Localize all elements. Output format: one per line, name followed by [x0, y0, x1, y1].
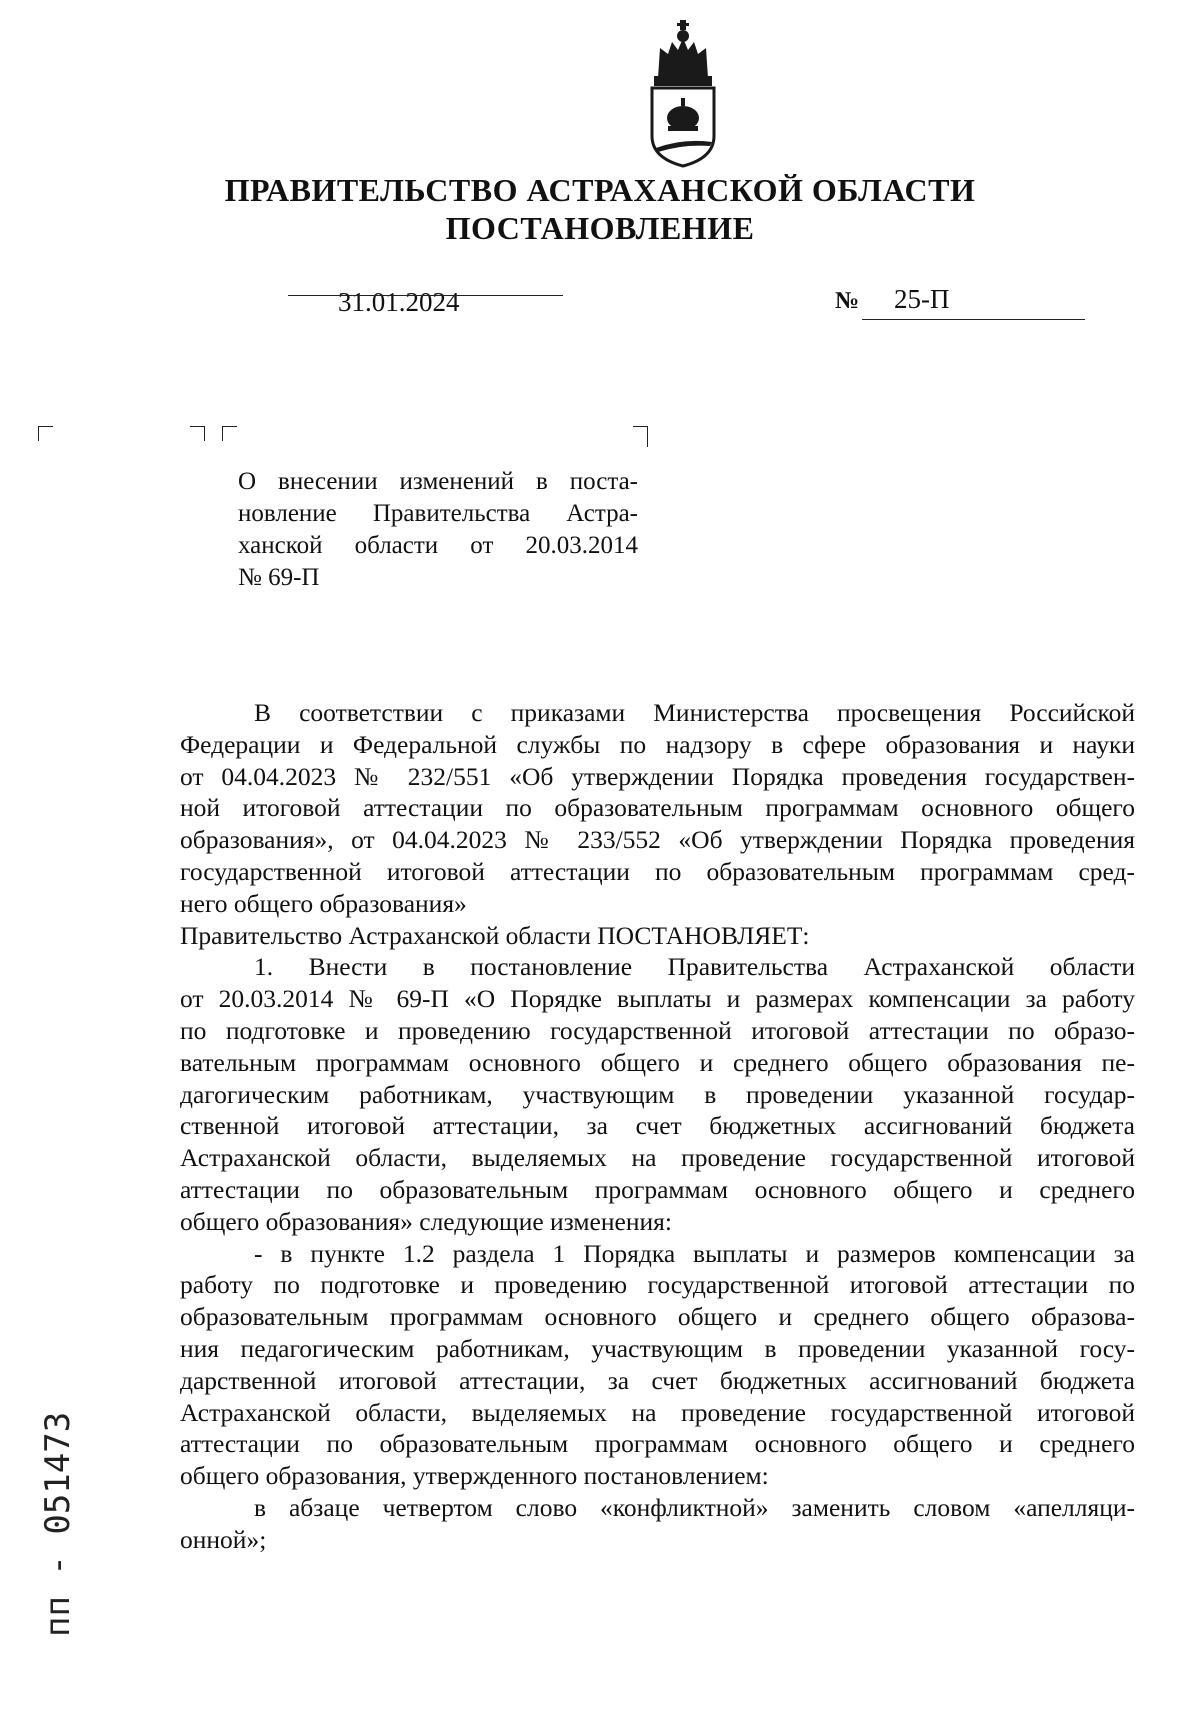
document-body	[180, 697, 1135, 1556]
corner-bracket-right	[190, 426, 205, 441]
body-line: аттестации по образовательным программам основного общего и среднего	[180, 1429, 1135, 1459]
document-number: 25-П	[894, 284, 950, 314]
body-line: общего образования» следующие изменения:	[180, 1206, 672, 1236]
body-line: Правительство Астраханской области ПОСТАНОВЛЯЕТ:	[180, 920, 810, 950]
government-title: ПРАВИТЕЛЬСТВО АСТРАХАНСКОЙ ОБЛАСТИ	[224, 172, 976, 208]
number-sign: №	[835, 288, 860, 314]
document-date: 31.01.2024	[338, 287, 460, 317]
corner-bracket-left	[222, 426, 237, 441]
subject-line: ханской области от 20.03.2014	[238, 532, 638, 559]
body-line: работу по подготовке и проведению государственной итоговой аттестации по	[180, 1270, 1135, 1300]
body-line: Астраханской области, выделяемых на проведение государственной итоговой	[180, 1397, 1135, 1427]
body-line: государственной итоговой аттестации по образовательным программам сред-	[180, 856, 1135, 886]
corner-bracket-left	[38, 426, 53, 441]
body-line: образовательным программам основного общего и среднего общего образова-	[180, 1302, 1135, 1332]
body-line: Астраханской области, выделяемых на проведение государственной итоговой	[180, 1143, 1135, 1173]
date-underline	[288, 295, 563, 296]
body-line: образования», от 04.04.2023 № 233/552 «Об утверждении Порядка проведения	[180, 825, 1135, 855]
body-line: от 04.04.2023 № 232/551 «Об утверждении Порядка проведения государствен-	[180, 761, 1135, 791]
body-line: ния педагогическим работникам, участвующим в проведении указанной госу-	[180, 1333, 1135, 1363]
subject-line: № 69-П	[238, 564, 320, 591]
body-line: него общего образования»	[180, 888, 467, 918]
document-subject	[238, 466, 638, 594]
document-date-field	[288, 287, 563, 317]
body-line: аттестации по образовательным программам основного общего и среднего	[180, 1174, 1135, 1204]
body-line: от 20.03.2014 № 69-П «О Порядке выплаты и размерах компенсации за работу	[180, 984, 1135, 1014]
body-line: 1. Внести в постановление Правительства Астраханской области	[254, 952, 1135, 982]
body-line: дагогическим работникам, участвующим в проведении указанной государ-	[180, 1079, 1135, 1109]
subject-line: О внесении изменений в поста-	[238, 468, 638, 495]
body-line: в абзаце четвертом слово «конфликтной» заменить словом «апелляци-	[254, 1492, 1135, 1522]
body-line: общего образования, утвержденного постановлением:	[180, 1461, 769, 1491]
body-line: вательным программам основного общего и среднего общего образования пе-	[180, 1047, 1135, 1077]
body-line: по подготовке и проведению государственной итоговой аттестации по образо-	[180, 1015, 1135, 1045]
body-line: ственной итоговой аттестации, за счет бюджетных ассигнований бюджета	[180, 1111, 1135, 1141]
body-line: ной итоговой аттестации по образовательным программам основного общего	[180, 793, 1135, 823]
coat-of-arms-icon	[638, 18, 728, 168]
subject-line: новление Правительства Астра-	[238, 500, 638, 527]
side-serial-number: пп - 051473	[38, 1411, 78, 1637]
corner-bracket-right	[633, 426, 648, 447]
document-type-title: ПОСТАНОВЛЕНИЕ	[445, 210, 755, 246]
body-line: В соответствии с приказами Министерства просвещения Российской	[254, 698, 1135, 727]
number-underline	[862, 319, 1085, 320]
body-line: дарственной итоговой аттестации, за счет бюджетных ассигнований бюджета	[180, 1365, 1135, 1395]
body-line: онной»;	[180, 1524, 267, 1554]
body-line: Федерации и Федеральной службы по надзору в сфере образования и науки	[180, 729, 1135, 759]
body-line: - в пункте 1.2 раздела 1 Порядка выплаты и размеров компенсации за	[254, 1238, 1135, 1268]
